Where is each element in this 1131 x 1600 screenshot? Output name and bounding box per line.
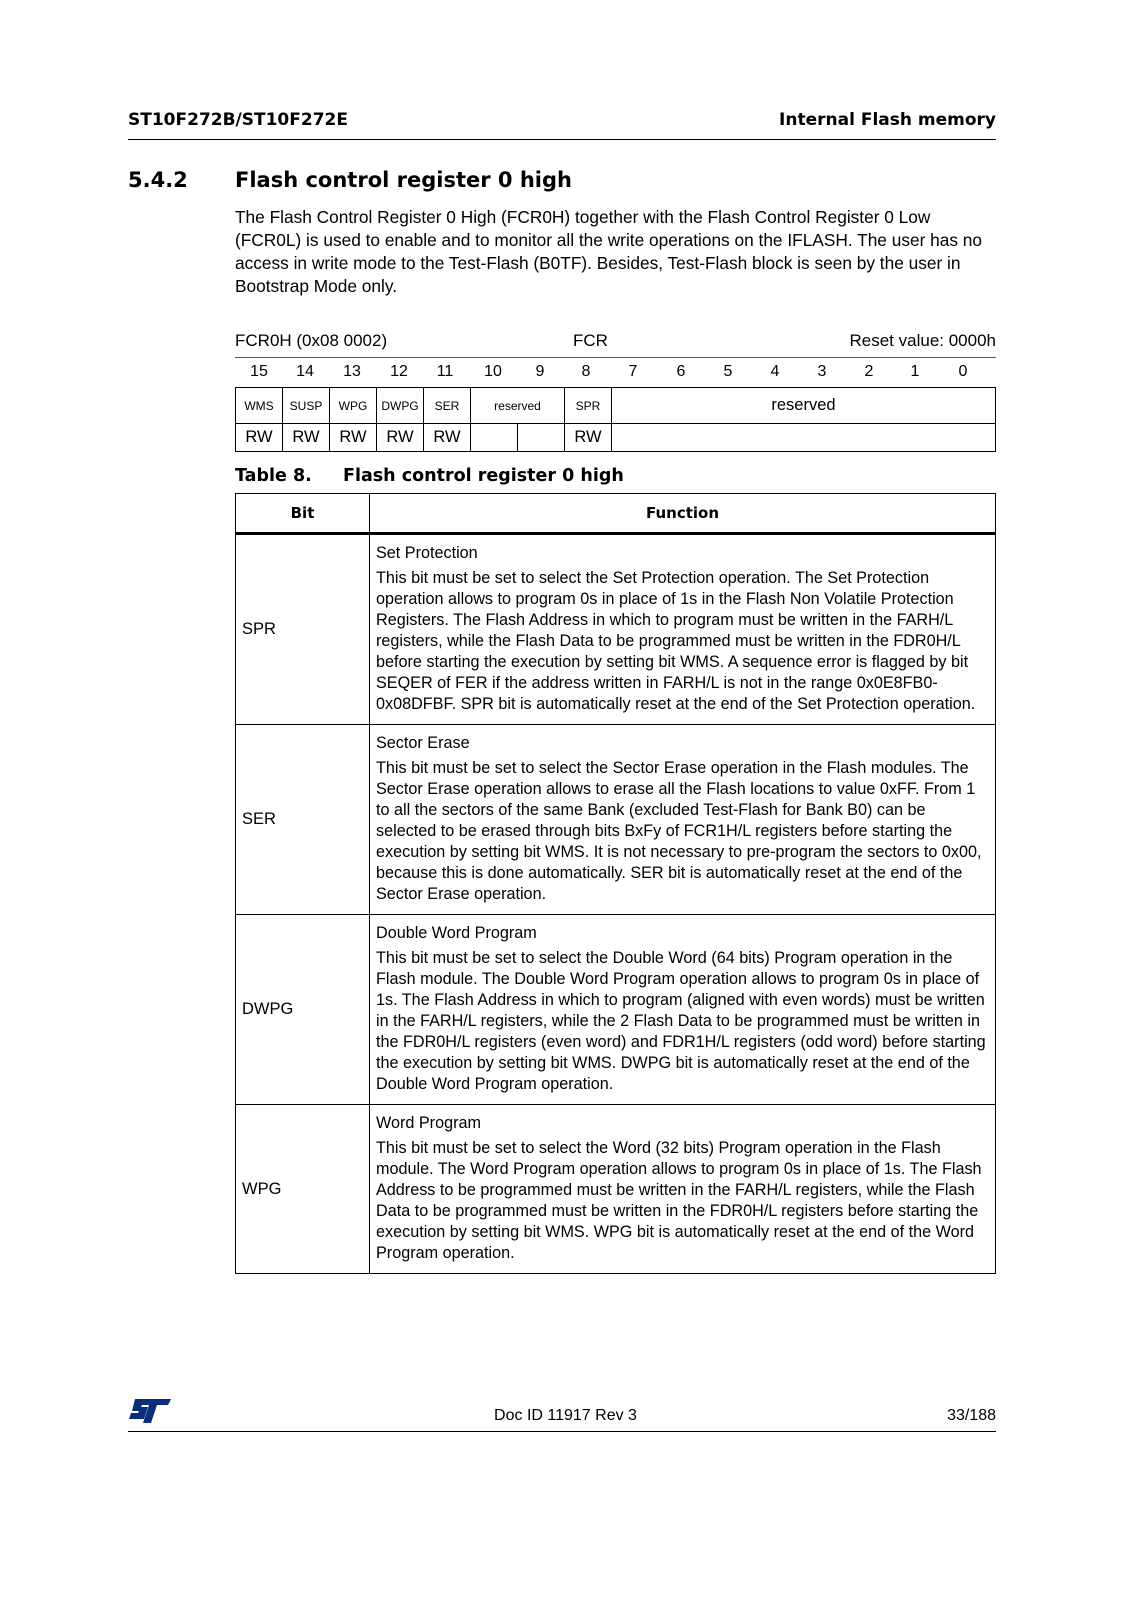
bit-name: SER [236, 725, 370, 915]
function-title: Double Word Program [376, 924, 537, 942]
access-bit9 [518, 424, 565, 451]
table-row [236, 1105, 996, 1274]
field-spr: SPR [565, 388, 612, 423]
bit-number: 12 [390, 363, 408, 380]
section-title: Flash control register 0 high [235, 168, 572, 192]
section-number: 5.4.2 [128, 168, 188, 192]
access-reserved-low [612, 424, 995, 451]
function-description: This bit must be set to select the Set Protection operation. The Set Protection operation allows to program 0s in place of 1s in the Flash Non Volatile Protection Registers. The Flash Address in which to program must be written in the FARH/L registers, while the Flash Data to be programmed must be written in the FDR0H/L before starting the execution by setting bit WMS. A sequence error is flagged by bit SEQER of FER if the address written in FARH/L is not in the range 0x0E8FB0-0x08DFBF. SPR bit is automatically reset at the end of the Set Protection operation. [376, 569, 976, 713]
access-dwpg: RW [377, 424, 424, 451]
bit-number: 14 [296, 363, 314, 380]
table-row [236, 534, 996, 725]
field-reserved-high: reserved [471, 388, 565, 423]
bit-number: 1 [910, 363, 920, 380]
bit-number: 5 [723, 363, 733, 380]
function-cell [370, 1105, 996, 1274]
field-ser: SER [424, 388, 471, 423]
register-rule [235, 357, 996, 358]
function-description: This bit must be set to select the Sector Erase operation in the Flash modules. The Sector Erase operation allows to erase all the Flash locations to value 0xFF. From 1 to all the sectors of the same Bank (excluded Test-Flash for Bank B0) can be selected to be erased through bits BxFy of FCR1H/L registers before starting the execution by setting bit WMS. It is not necessary to pre-program the sectors to 0x00, because this is done automatically. SER bit is automatically reset at the end of the Sector Erase operation. [376, 759, 982, 903]
bit-number: 10 [484, 363, 502, 380]
register-module: FCR [573, 331, 608, 350]
bit-number: 13 [343, 363, 361, 380]
bit-number: 9 [535, 363, 545, 380]
function-cell [370, 915, 996, 1105]
bit-number: 7 [628, 363, 638, 380]
access-spr: RW [565, 424, 612, 451]
bit-name: DWPG [236, 915, 370, 1105]
bit-number: 3 [817, 363, 827, 380]
intro-paragraph: The Flash Control Register 0 High (FCR0H) together with the Flash Control Register 0 Low (FCR0L) is used to enable and to monitor all the write operations on the IFLASH. The user has no access in write mode to the Test-Flash (B0TF). Besides, Test-Flash block is seen by the user in Bootstrap Mode only. [235, 207, 983, 296]
field-susp: SUSP [283, 388, 330, 423]
function-description: This bit must be set to select the Word (32 bits) Program operation in the Flash module. The Word Program operation allows to program 0s in place of 1s. The Flash Address to be programmed must be written in the FARH/L registers, while the Flash Data to be programmed must be written in the FDR0H/L registers before starting the execution by setting bit WMS. WPG bit is automatically reset at the end of the Word Program operation. [376, 1139, 982, 1262]
bit-number: 8 [581, 363, 591, 380]
bit-function-table [235, 493, 996, 1274]
function-description: This bit must be set to select the Double Word (64 bits) Program operation in the Flash module. The Double Word Program operation allows to program 0s in place of 1s. The Flash Address in which to program (aligned with even words) must be written in the FARH/L registers, while the 2 Flash Data to be programmed must be written in the FDR0H/L registers (even word) and FDR1H/L registers (odd word) before starting the execution by setting bit WMS. DWPG bit is automatically reset at the end of the Double Word Program operation. [376, 949, 986, 1093]
bit-number: 0 [958, 363, 968, 380]
header-rule [128, 139, 996, 140]
footer-page-number: 33/188 [947, 1407, 996, 1424]
table-row [236, 725, 996, 915]
header-chapter: Internal Flash memory [779, 110, 996, 130]
function-cell [370, 725, 996, 915]
bit-number: 6 [676, 363, 686, 380]
column-header-function: Function [370, 494, 996, 534]
bit-name: WPG [236, 1105, 370, 1274]
header-doc-title: ST10F272B/ST10F272E [128, 110, 348, 130]
table-row [236, 915, 996, 1105]
bit-number: 4 [770, 363, 780, 380]
table-title: Flash control register 0 high [343, 466, 624, 486]
bit-number: 15 [250, 363, 268, 380]
footer-rule [128, 1431, 996, 1432]
register-name: FCR0H (0x08 0002) [235, 331, 388, 350]
bit-number: 11 [436, 363, 454, 380]
access-susp: RW [283, 424, 330, 451]
register-field-row [235, 387, 996, 424]
bit-name: SPR [236, 534, 370, 725]
access-ser: RW [424, 424, 471, 451]
footer-doc-id: Doc ID 11917 Rev 3 [494, 1407, 637, 1424]
bit-number: 2 [864, 363, 874, 380]
table-label: Table 8. [235, 466, 312, 486]
function-title: Word Program [376, 1114, 481, 1132]
register-reset-value: Reset value: 0000h [849, 331, 996, 350]
field-wms: WMS [236, 388, 283, 423]
access-wpg: RW [330, 424, 377, 451]
field-reserved-low: reserved [771, 396, 836, 414]
column-header-bit: Bit [236, 494, 370, 534]
access-wms: RW [236, 424, 283, 451]
function-cell [370, 534, 996, 725]
function-title: Sector Erase [376, 734, 470, 752]
field-wpg: WPG [330, 388, 377, 423]
field-dwpg: DWPG [377, 388, 424, 423]
register-access-row [235, 423, 996, 452]
table-header-row [236, 494, 996, 534]
function-title: Set Protection [376, 544, 478, 562]
access-bit10 [471, 424, 518, 451]
